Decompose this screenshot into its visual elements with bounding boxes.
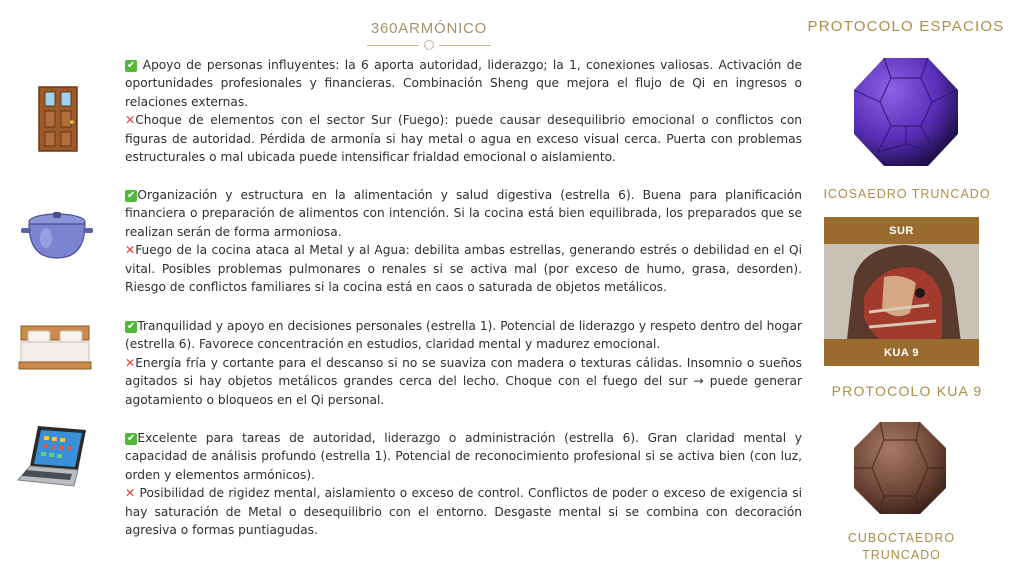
door-positive: ✔ Apoyo de personas influyentes: la 6 aporta autoridad, liderazgo; la 1, conexiones valiosas. Activación de oportunidades profesionales y financieras. Combinación Sheng que mejora el flujo de Qi en ingresos o relaciones externas. (125, 58, 802, 109)
door-icon (38, 86, 78, 152)
cross-icon: ✕ (125, 486, 136, 501)
shape2-label-line1: CUBOCTAEDRO (847, 531, 956, 545)
section-kitchen (125, 186, 802, 296)
check-icon: ✔ (127, 321, 136, 332)
cross-icon: ✕ (125, 243, 136, 258)
bedroom-positive: ✔ Tranquilidad y apoyo en decisiones personales (estrella 1). Potencial de liderazgo y respeto dentro del hogar (estrella 6). Favorece concentración en estudios, claridad mental y madurez emocional. (125, 319, 802, 352)
cross-icon: ✕ (125, 113, 136, 128)
shape2-label-line2: TRUNCADO (862, 548, 941, 562)
check-icon: ✔ (127, 190, 136, 201)
cross-icon: ✕ (125, 355, 136, 370)
brand-logo (367, 20, 491, 50)
section-bedroom (125, 317, 802, 409)
protocol-kua-title: PROTOCOLO KUA 9 (831, 383, 983, 399)
logo-divider (367, 40, 491, 50)
shape1-label: ICOSAEDRO TRUNCADO (823, 187, 991, 201)
section-office (125, 429, 802, 539)
kitchen-negative: ✕Fuego de la cocina ataca al Metal y al Agua: debilita ambas estrellas, generando estrés o debilidad en el Qi vital. Posibles problemas pulmonares o renales si se activa mal (por exceso de humo, grasa, desorden). Riesgo de conflictos familiares si la cocina está en caos o saturada de objetos metálicos. (125, 243, 802, 295)
section-door (125, 56, 802, 166)
bed-icon (18, 325, 92, 371)
truncated-icosahedron-icon (846, 52, 966, 172)
check-icon: ✔ (127, 433, 136, 444)
check-icon: ✔ (127, 60, 136, 71)
laptop-icon (16, 424, 90, 494)
truncated-cuboctahedron-icon (850, 418, 950, 518)
door-negative: ✕Choque de elementos con el sector Sur (Fuego): puede causar desequilibrio emocional o conflictos con figuras de autoridad. Pérdida de armonía si hay metal o agua en exceso visual cerca. Puerta con problemas estructurales o mal ubicada puede intensificar frialdad emocional o aislamiento. (125, 113, 802, 165)
protocol-spaces-title: PROTOCOLO ESPACIOS (807, 18, 1005, 35)
kua-bottom-band: KUA 9 (824, 339, 979, 366)
kitchen-positive: ✔ Organización y estructura en la alimentación y salud digestiva (estrella 6). Buena para planificación financiera o preparación de alimentos con intención. Si la cocina está bien equilibrada, los preparados que se realizan serán de forma armoniosa. (125, 188, 802, 239)
cooking-pot-icon (20, 208, 94, 262)
office-positive: ✔ Excelente para tareas de autoridad, liderazgo o administración (estrella 6). Gran claridad mental y capacidad de análisis profundo (estrella 1). Potencial de reconocimiento profesional si se activa bien (con luz, orden y elementos armónicos). (125, 431, 802, 482)
bedroom-negative: ✕Energía fría y cortante para el descanso si no se suaviza con madera o texturas cálidas. Insomnio o sueños agitados si hay objetos metálicos grandes cerca del lecho. Choque con el fuego del sur → puede generar agotamiento o bloqueos en el Qi personal. (125, 355, 802, 407)
brand-logo-text: 360ARMÓNICO (370, 20, 488, 37)
office-negative: ✕ Posibilidad de rigidez mental, aislamiento o exceso de control. Conflictos de poder o exceso de exigencia si hay saturación de Metal o desequilibrio con el entorno. Desgaste mental si se combina con decoración agresiva o formas puntiagudas. (125, 486, 803, 538)
shape2-label (824, 530, 979, 564)
kua-card (824, 217, 979, 366)
kua-top-band: SUR (824, 217, 979, 244)
logo-emblem-icon (424, 40, 434, 50)
